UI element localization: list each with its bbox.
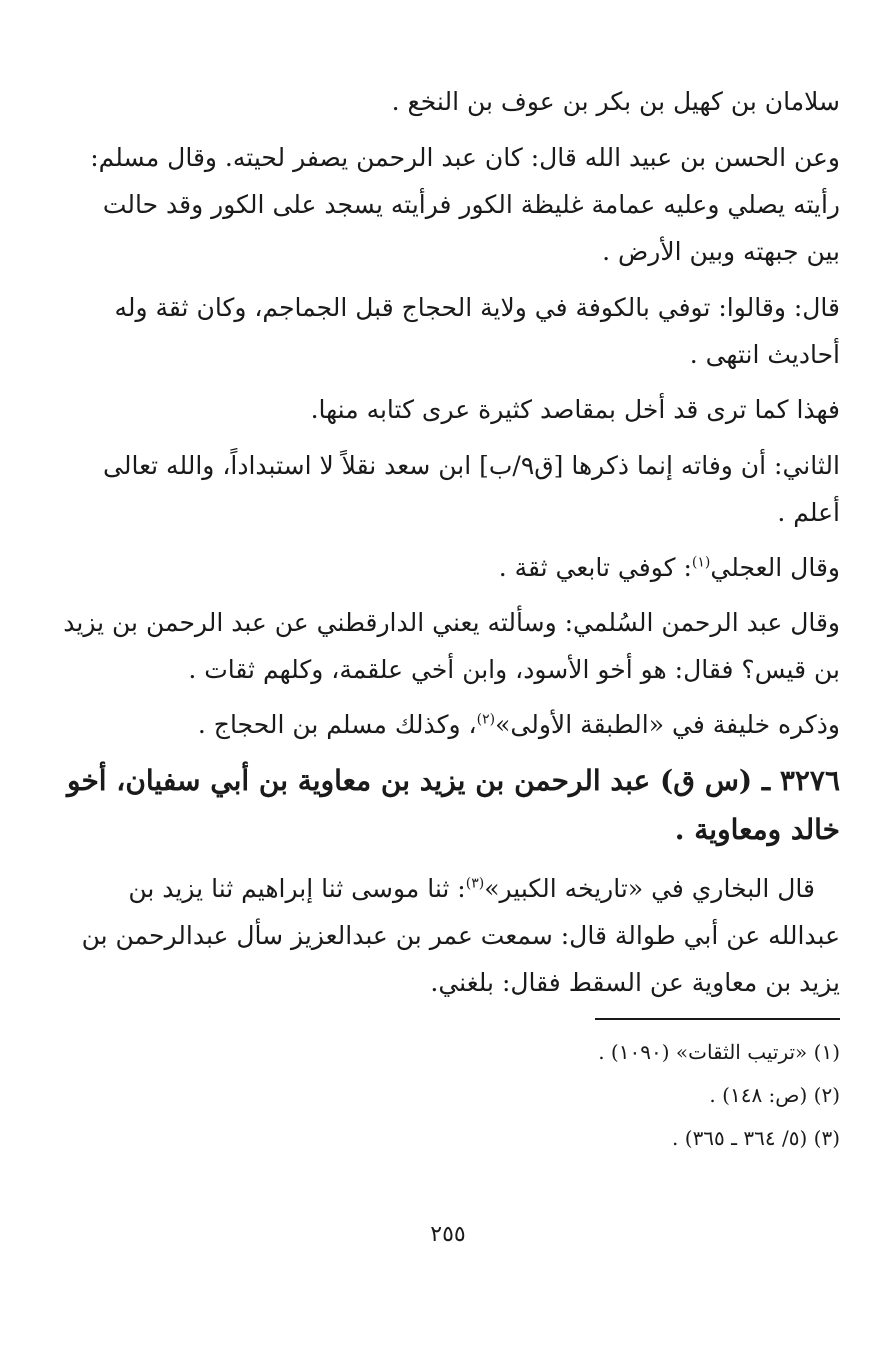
footnote: (٢) (ص: ١٤٨) .	[709, 1083, 840, 1107]
text-segment: : ثنا موسى ثنا إبراهيم ثنا يزيد بن	[128, 874, 466, 903]
footnote-ref: (١)	[691, 554, 711, 571]
page-number: ٢٥٥	[430, 1222, 466, 1247]
text-line: بن قيس؟ فقال: هو أخو الأسود، وابن أخي علقمة، وكلهم ثقات .	[188, 655, 840, 684]
text-line: وعن الحسن بن عبيد الله قال: كان عبد الرحمن يصفر لحيته. وقال مسلم:	[90, 143, 840, 172]
text-line: فهذا كما ترى قد أخل بمقاصد كثيرة عرى كتابه منها.	[310, 395, 840, 424]
text-segment: قال البخاري في «تاريخه الكبير»	[484, 874, 815, 903]
text-segment: : كوفي تابعي ثقة .	[498, 553, 692, 582]
text-line: يزيد بن معاوية عن السقط فقال: بلغني.	[430, 968, 840, 997]
footnote: (١) «ترتيب الثقات» (١٠٩٠) .	[598, 1040, 840, 1064]
text-segment: ، وكذلك مسلم بن الحجاج .	[197, 710, 477, 739]
entry-heading: ٣٢٧٦ ـ (س ق) عبد الرحمن بن يزيد بن معاوية بن أبي سفيان، أخو	[67, 764, 840, 797]
text-segment: وذكره خليفة في «الطبقة الأولى»	[495, 710, 840, 739]
text-line: الثاني: أن وفاته إنما ذكرها [ق٩/ب] ابن سعد نقلاً لا استبداداً، والله تعالى	[103, 451, 840, 480]
text-line: بين جبهته وبين الأرض .	[602, 237, 840, 266]
footnote-divider	[595, 1018, 840, 1020]
text-line: عبدالله عن أبي طوالة قال: سمعت عمر بن عبدالعزيز سأل عبدالرحمن بن	[81, 921, 840, 950]
text-line	[125, 544, 840, 592]
text-line: أحاديث انتهى .	[689, 340, 840, 369]
entry-heading: خالد ومعاوية .	[674, 813, 840, 846]
text-line: أعلم .	[777, 498, 840, 527]
text-line: قال: وقالوا: توفي بالكوفة في ولاية الحجاج قبل الجماجم، وكان ثقة وله	[114, 293, 840, 322]
text-segment: وقال العجلي	[710, 553, 840, 582]
footnote-ref: (٢)	[476, 711, 496, 728]
text-line: وقال عبد الرحمن السُلمي: وسألته يعني الدارقطني عن عبد الرحمن بن يزيد	[63, 608, 840, 637]
footnote: (٣) (٥/ ٣٦٤ ـ ٣٦٥) .	[672, 1126, 840, 1150]
footnote-ref: (٣)	[465, 875, 485, 892]
text-line	[125, 701, 840, 749]
text-line: سلامان بن كهيل بن بكر بن عوف بن النخع .	[391, 87, 840, 116]
text-line	[125, 865, 840, 913]
text-line: رأيته يصلي وعليه عمامة غليظة الكور فرأيته يسجد على الكور وقد حالت	[102, 190, 840, 219]
